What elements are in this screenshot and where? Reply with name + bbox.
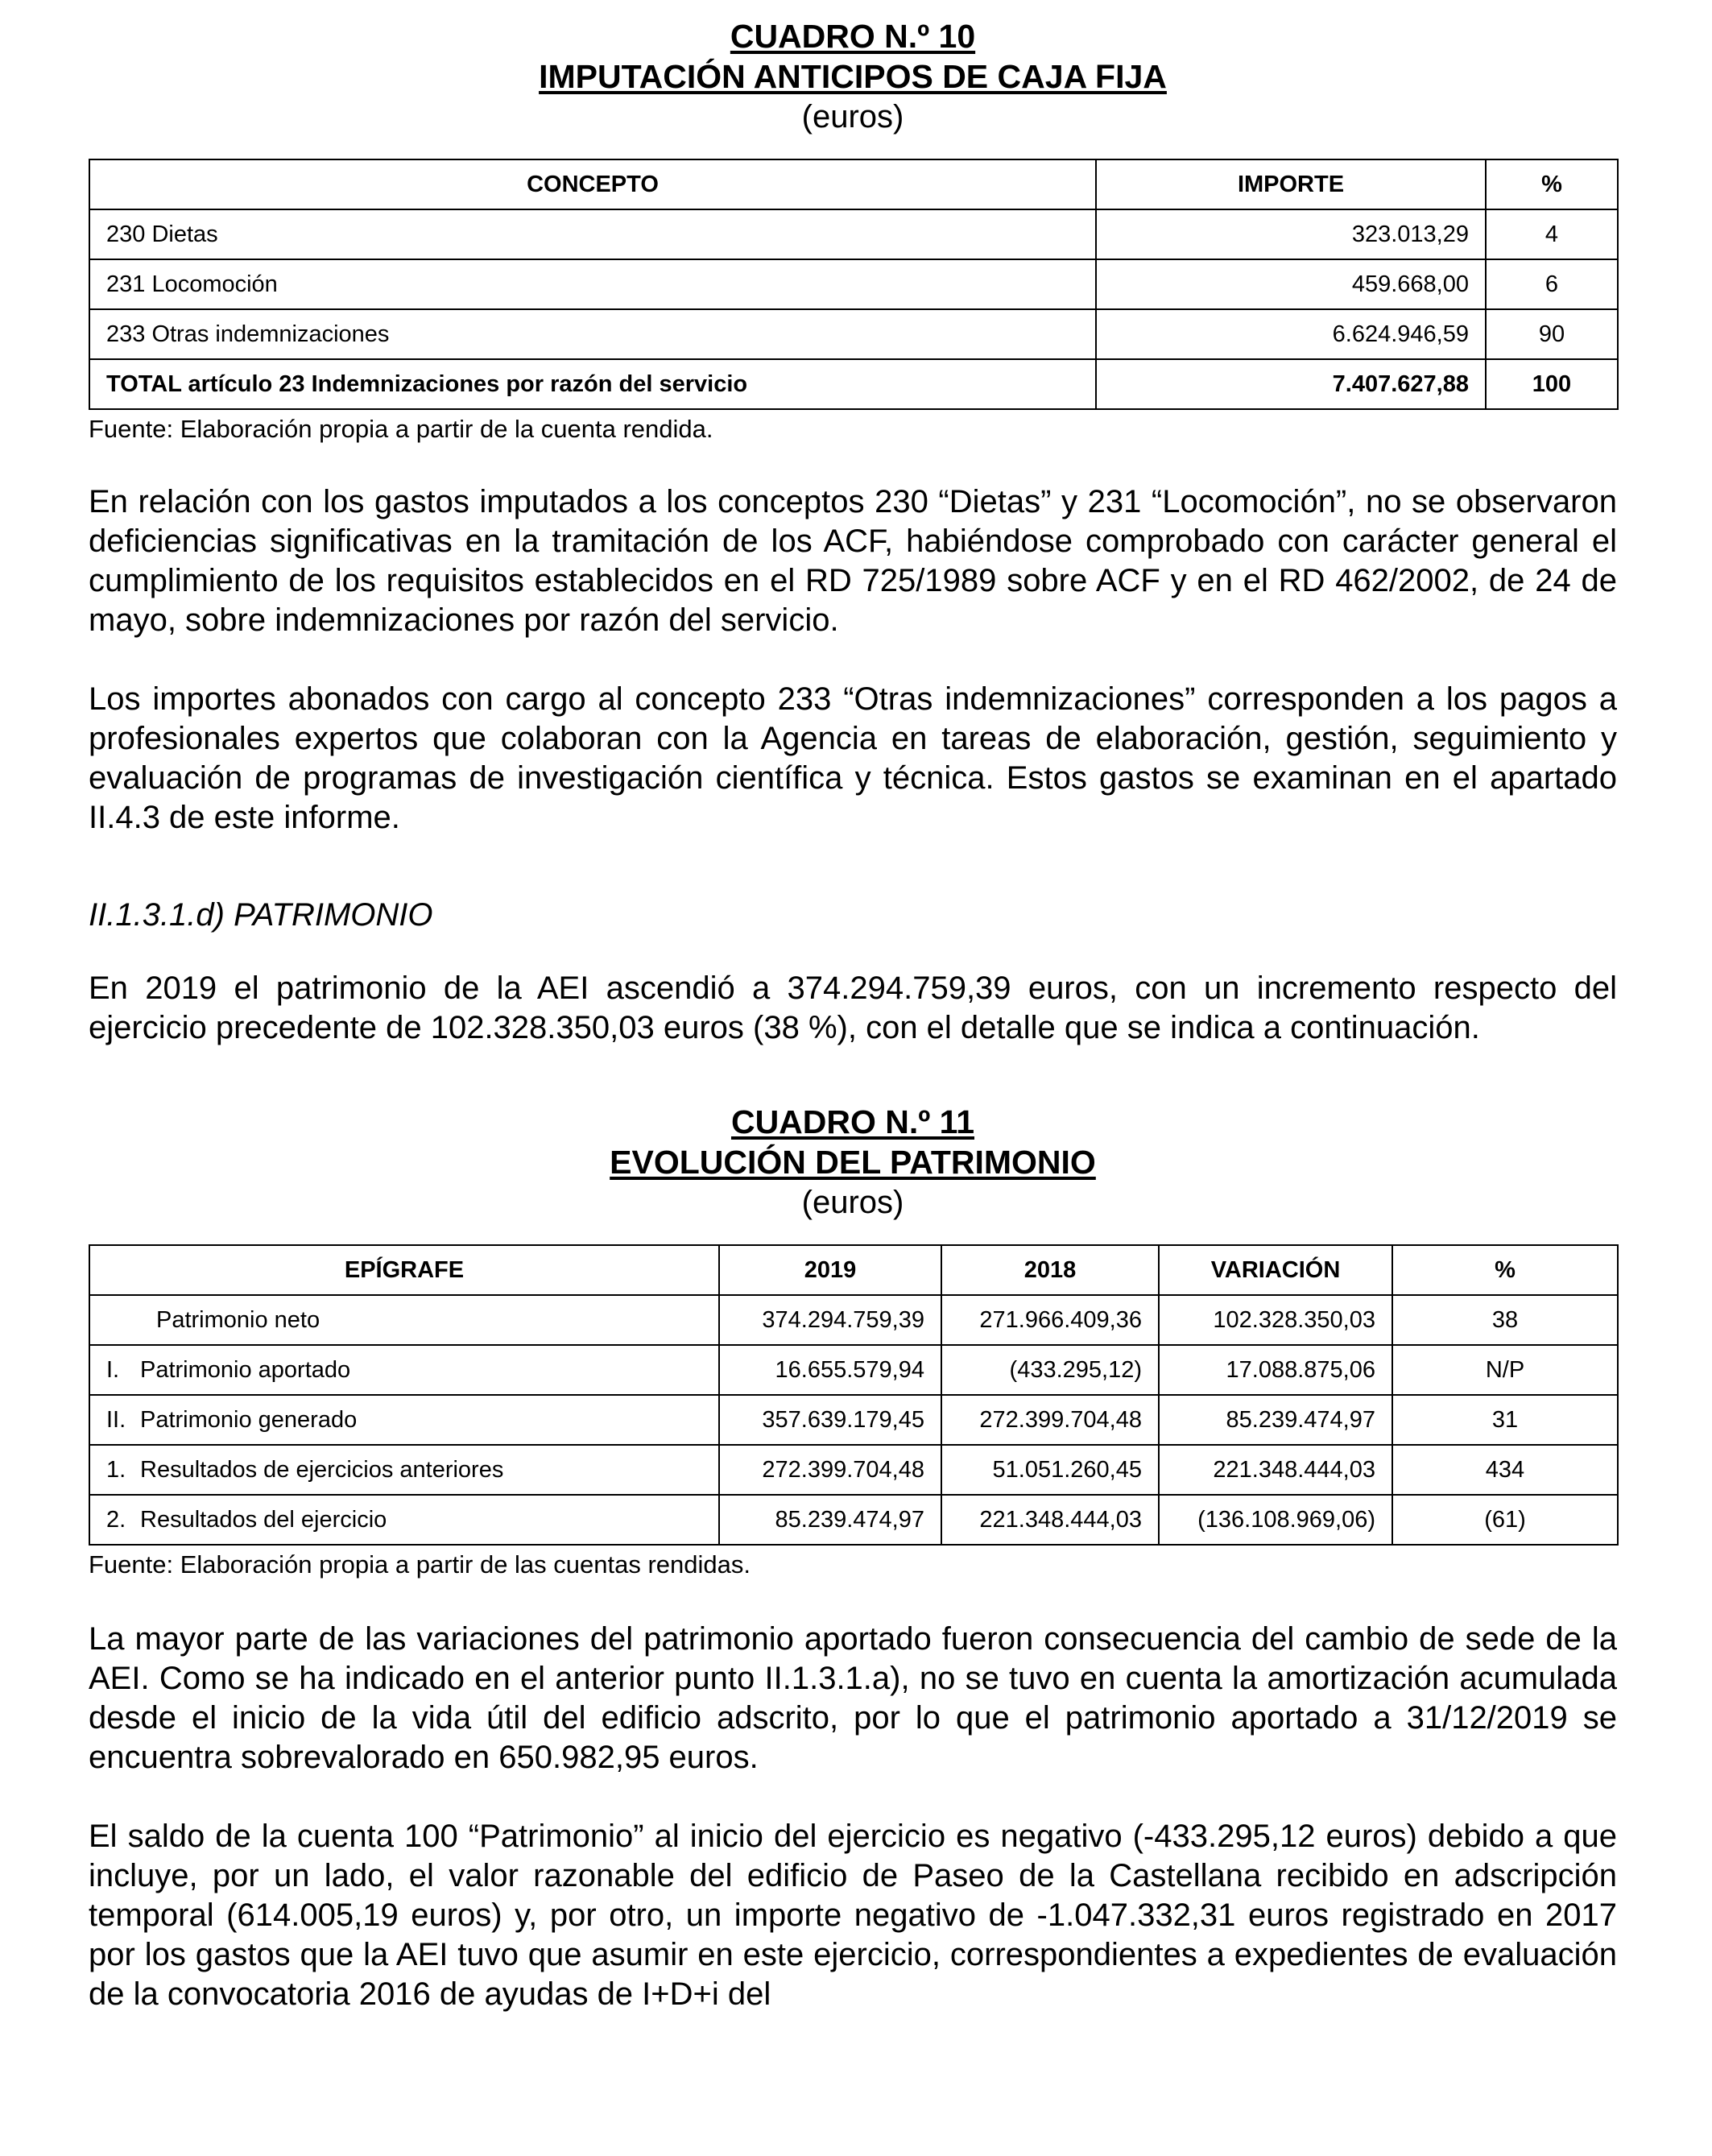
cell-epigrafe — [89, 1345, 719, 1395]
epigrafe-number: II. — [106, 1406, 126, 1433]
cell-pct: N/P — [1392, 1345, 1618, 1395]
cell-2019: 16.655.579,94 — [719, 1345, 941, 1395]
section-heading: II.1.3.1.d) PATRIMONIO — [89, 897, 433, 933]
column-header-pct: % — [1486, 159, 1618, 209]
cell-importe: 459.668,00 — [1096, 259, 1486, 309]
epigrafe-number: I. — [106, 1356, 120, 1383]
cell-pct: 6 — [1486, 259, 1618, 309]
epigrafe-label: Patrimonio aportado — [140, 1356, 351, 1383]
table-row — [89, 1345, 1618, 1395]
epigrafe-label: Patrimonio neto — [156, 1306, 320, 1333]
cell-2018: 272.399.704,48 — [941, 1395, 1159, 1445]
cell-2019: 357.639.179,45 — [719, 1395, 941, 1445]
cuadro-10-subtitle: IMPUTACIÓN ANTICIPOS DE CAJA FIJA — [539, 58, 1167, 95]
cell-2019: 374.294.759,39 — [719, 1295, 941, 1345]
cuadro-11-subtitle: EVOLUCIÓN DEL PATRIMONIO — [610, 1144, 1096, 1181]
cell-2018: 221.348.444,03 — [941, 1495, 1159, 1545]
column-header-variacion: VARIACIÓN — [1159, 1245, 1392, 1295]
paragraph: En relación con los gastos imputados a los conceptos 230 “Dietas” y 231 “Locomoción”, no se observaron deficiencias significativas en la tramitación de los ACF, habiéndose comprobado con carácter general el cumplimiento de los requisitos establecidos en el RD 725/1989 sobre ACF y en el RD 462/2002, de 24 de mayo, sobre indemnizaciones por razón del servicio. — [89, 484, 1617, 638]
cell-variacion: 221.348.444,03 — [1159, 1445, 1392, 1495]
cell-epigrafe — [89, 1445, 719, 1495]
table-row — [89, 209, 1618, 259]
cell-2018: 51.051.260,45 — [941, 1445, 1159, 1495]
table-row — [89, 1395, 1618, 1445]
table-row — [89, 259, 1618, 309]
column-header-concepto: CONCEPTO — [89, 159, 1096, 209]
cell-concepto: 233 Otras indemnizaciones — [89, 309, 1096, 359]
cuadro-11-source: Fuente: Elaboración propia a partir de las cuentas rendidas. — [89, 1550, 751, 1579]
cell-importe: 6.624.946,59 — [1096, 309, 1486, 359]
cuadro-10-title: CUADRO N.º 10 — [730, 18, 976, 55]
paragraph: La mayor parte de las variaciones del patrimonio aportado fueron consecuencia del cambio de sede de la AEI. Como se ha indicado en el anterior punto II.1.3.1.a), no se tuvo en cuenta la amortización acumulada desde el inicio de la vida útil del edificio adscrito, por lo que el patrimonio aportado a 31/12/2019 se encuentra sobrevalorado en 650.982,95 euros. — [89, 1621, 1617, 1775]
table-total-row — [89, 359, 1618, 409]
epigrafe-number: 1. — [106, 1456, 126, 1483]
cell-importe: 323.013,29 — [1096, 209, 1486, 259]
column-header-epigrafe: EPÍGRAFE — [89, 1245, 719, 1295]
table-row — [89, 1495, 1618, 1545]
table-row — [89, 1445, 1618, 1495]
cell-variacion: (136.108.969,06) — [1159, 1495, 1392, 1545]
table-header-row — [89, 159, 1618, 209]
cell-2019: 85.239.474,97 — [719, 1495, 941, 1545]
epigrafe-label: Resultados de ejercicios anteriores — [140, 1456, 504, 1483]
cuadro-10-table — [89, 159, 1619, 410]
cell-pct: 100 — [1486, 359, 1618, 409]
document-page — [89, 16, 1617, 2014]
column-header-2019: 2019 — [719, 1245, 941, 1295]
cell-variacion: 17.088.875,06 — [1159, 1345, 1392, 1395]
cell-pct: 4 — [1486, 209, 1618, 259]
cell-pct: 38 — [1392, 1295, 1618, 1345]
cuadro-11-title: CUADRO N.º 11 — [730, 1103, 975, 1140]
column-header-2018: 2018 — [941, 1245, 1159, 1295]
epigrafe-label: Patrimonio generado — [140, 1406, 358, 1433]
cuadro-10-header — [89, 16, 1617, 137]
cell-pct: 434 — [1392, 1445, 1618, 1495]
paragraph: Los importes abonados con cargo al concepto 233 “Otras indemnizaciones” corresponden a los pagos a profesionales expertos que colaboran con la Agencia en tareas de elaboración, gestión, seguimiento y evaluación de programas de investigación científica y técnica. Estos gastos se examinan en el apartado II.4.3 de este informe. — [89, 681, 1617, 835]
cuadro-10-units: (euros) — [801, 99, 904, 134]
cell-pct: 31 — [1392, 1395, 1618, 1445]
paragraph: En 2019 el patrimonio de la AEI ascendió a 374.294.759,39 euros, con un incremento respecto del ejercicio precedente de 102.328.350,03 euros (38 %), con el detalle que se indica a continuación. — [89, 970, 1617, 1045]
column-header-pct: % — [1392, 1245, 1618, 1295]
cell-2019: 272.399.704,48 — [719, 1445, 941, 1495]
cell-2018: 271.966.409,36 — [941, 1295, 1159, 1345]
cell-2018: (433.295,12) — [941, 1345, 1159, 1395]
cell-pct: (61) — [1392, 1495, 1618, 1545]
epigrafe-number: 2. — [106, 1506, 126, 1533]
cuadro-11-table — [89, 1244, 1619, 1546]
cell-epigrafe — [89, 1395, 719, 1445]
cell-concepto: 231 Locomoción — [89, 259, 1096, 309]
cell-concepto: 230 Dietas — [89, 209, 1096, 259]
cuadro-10-source: Fuente: Elaboración propia a partir de la cuenta rendida. — [89, 415, 713, 443]
cell-variacion: 85.239.474,97 — [1159, 1395, 1392, 1445]
paragraph: El saldo de la cuenta 100 “Patrimonio” al inicio del ejercicio es negativo (-433.295,12 euros) debido a que incluye, por un lado, el valor razonable del edificio de Paseo de la Castellana recibido en adscripción temporal (614.005,19 euros) y, por otro, un importe negativo de -1.047.332,31 euros registrado en 2017 por los gastos que la AEI tuvo que asumir en este ejercicio, correspondientes a expedientes de evaluación de la convocatoria 2016 de ayudas de I+D+i del — [89, 1819, 1617, 2012]
cell-importe: 7.407.627,88 — [1096, 359, 1486, 409]
table-row — [89, 309, 1618, 359]
cuadro-11-header — [89, 1102, 1617, 1223]
epigrafe-label: Resultados del ejercicio — [140, 1506, 387, 1533]
cuadro-11-units: (euros) — [801, 1185, 904, 1220]
table-header-row — [89, 1245, 1618, 1295]
table-row — [89, 1295, 1618, 1345]
cell-epigrafe — [89, 1295, 719, 1345]
cell-pct: 90 — [1486, 309, 1618, 359]
cell-variacion: 102.328.350,03 — [1159, 1295, 1392, 1345]
cell-epigrafe — [89, 1495, 719, 1545]
column-header-importe: IMPORTE — [1096, 159, 1486, 209]
cell-concepto: TOTAL artículo 23 Indemnizaciones por razón del servicio — [89, 359, 1096, 409]
